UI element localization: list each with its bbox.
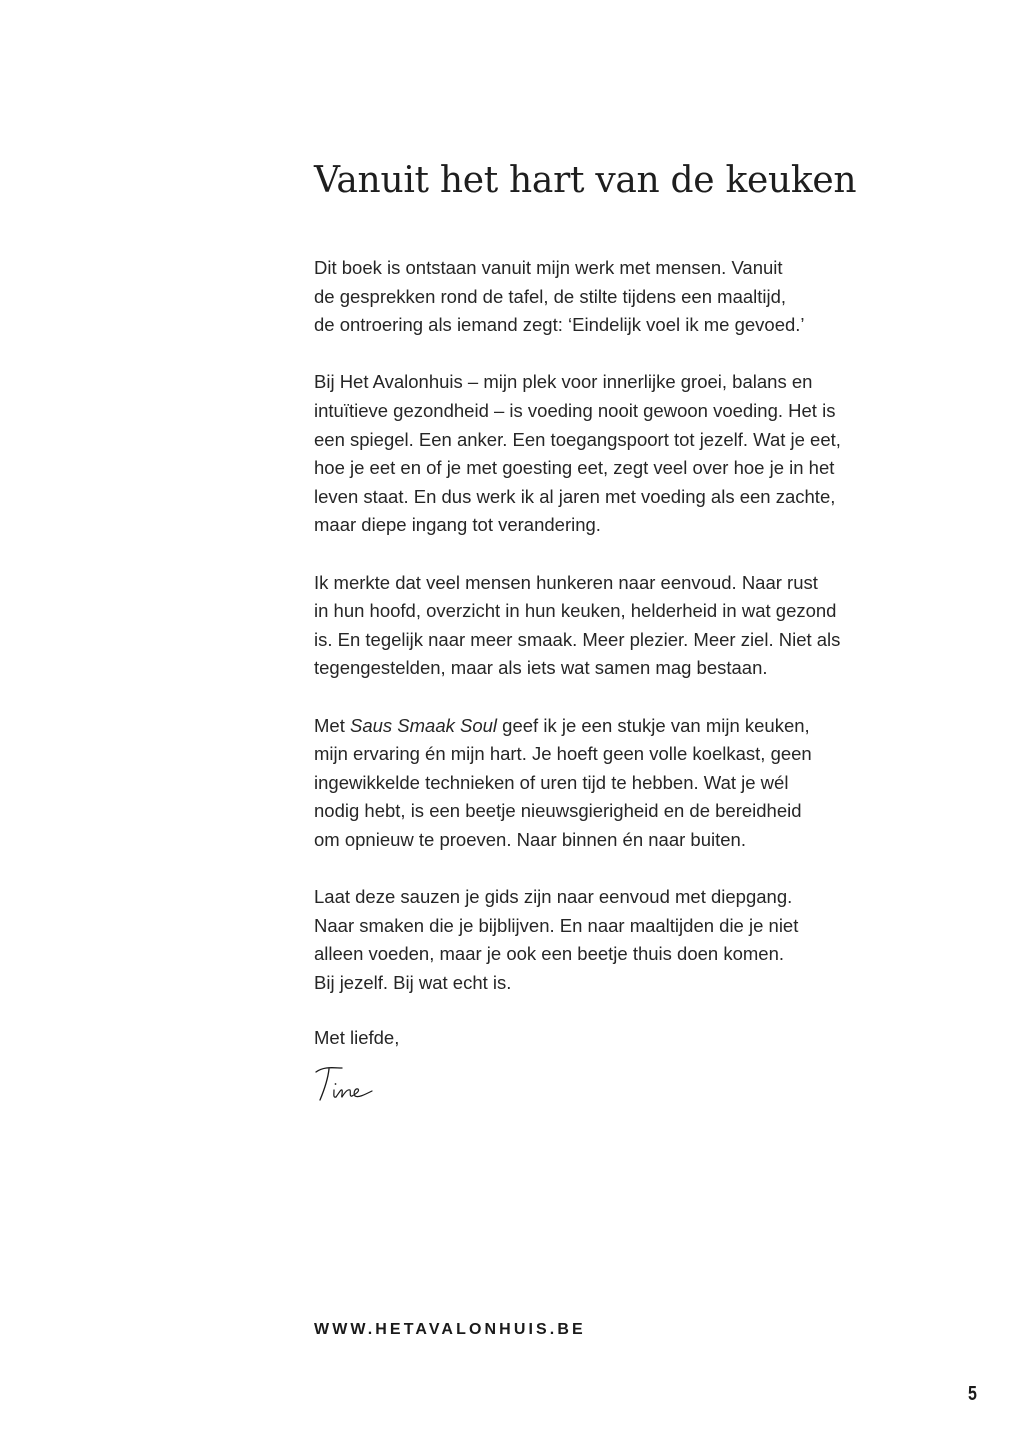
paragraph-2 <box>314 368 914 540</box>
letter-body <box>314 254 914 1026</box>
text-fragment: geef ik je een stukje van mijn keuken, <box>497 714 810 736</box>
paragraph-5 <box>314 883 914 997</box>
text-line: intuïtieve gezondheid – is voeding nooit gewoon voeding. Het is <box>314 399 836 421</box>
text-line: Ik merkte dat veel mensen hunkeren naar eenvoud. Naar rust <box>314 571 818 593</box>
text-line: Dit boek is ontstaan vanuit mijn werk met mensen. Vanuit <box>314 257 783 278</box>
signoff: Met liefde, <box>314 1027 400 1048</box>
text-line: leven staat. En dus werk ik al jaren met voeding als een zachte, <box>314 485 836 507</box>
text-line: een spiegel. Een anker. Een toegangspoort tot jezelf. Wat je eet, <box>314 428 841 450</box>
paragraph-4 <box>314 712 914 855</box>
paragraph-3 <box>314 569 914 683</box>
text-line: tegengestelden, maar als iets wat samen mag bestaan. <box>314 657 768 679</box>
text-line: Naar smaken die je bijblijven. En naar maaltijden die je niet <box>314 914 799 936</box>
page-number: 5 <box>968 1383 977 1405</box>
page-title: Vanuit het hart van de keuken <box>314 160 857 201</box>
text-line: alleen voeden, maar je ook een beetje thuis doen komen. <box>314 943 785 965</box>
text-line: mijn ervaring én mijn hart. Je hoeft geen volle koelkast, geen <box>314 743 812 765</box>
text-line: Bij Het Avalonhuis – mijn plek voor innerlijke groei, balans en <box>314 371 813 393</box>
text-line: is. En tegelijk naar meer smaak. Meer plezier. Meer ziel. Niet als <box>314 628 841 650</box>
text-line: Laat deze sauzen je gids zijn naar eenvoud met diepgang. <box>314 886 793 908</box>
text-fragment: Met <box>314 714 350 736</box>
text-line: de gesprekken rond de tafel, de stilte tijdens een maaltijd, <box>314 285 787 307</box>
text-line: Bij jezelf. Bij wat echt is. <box>314 971 512 993</box>
handwritten-signature <box>312 1060 392 1108</box>
paragraph-1 <box>314 254 914 340</box>
text-line: om opnieuw te proeven. Naar binnen én naar buiten. <box>314 828 746 850</box>
text-line <box>314 712 914 741</box>
text-line: maar diepe ingang tot verandering. <box>314 514 601 536</box>
text-line: de ontroering als iemand zegt: ‘Eindelijk voel ik me gevoed.’ <box>314 314 805 336</box>
text-line: hoe je eet en of je met goesting eet, zegt veel over hoe je in het <box>314 457 835 479</box>
website-url: WWW.HETAVALONHUIS.BE <box>314 1321 586 1338</box>
text-line: nodig hebt, is een beetje nieuwsgierigheid en de bereidheid <box>314 800 802 822</box>
book-title: Saus Smaak Soul <box>349 714 498 736</box>
text-line: in hun hoofd, overzicht in hun keuken, helderheid in wat gezond <box>314 600 837 622</box>
text-line: ingewikkelde technieken of uren tijd te hebben. Wat je wél <box>314 771 789 793</box>
